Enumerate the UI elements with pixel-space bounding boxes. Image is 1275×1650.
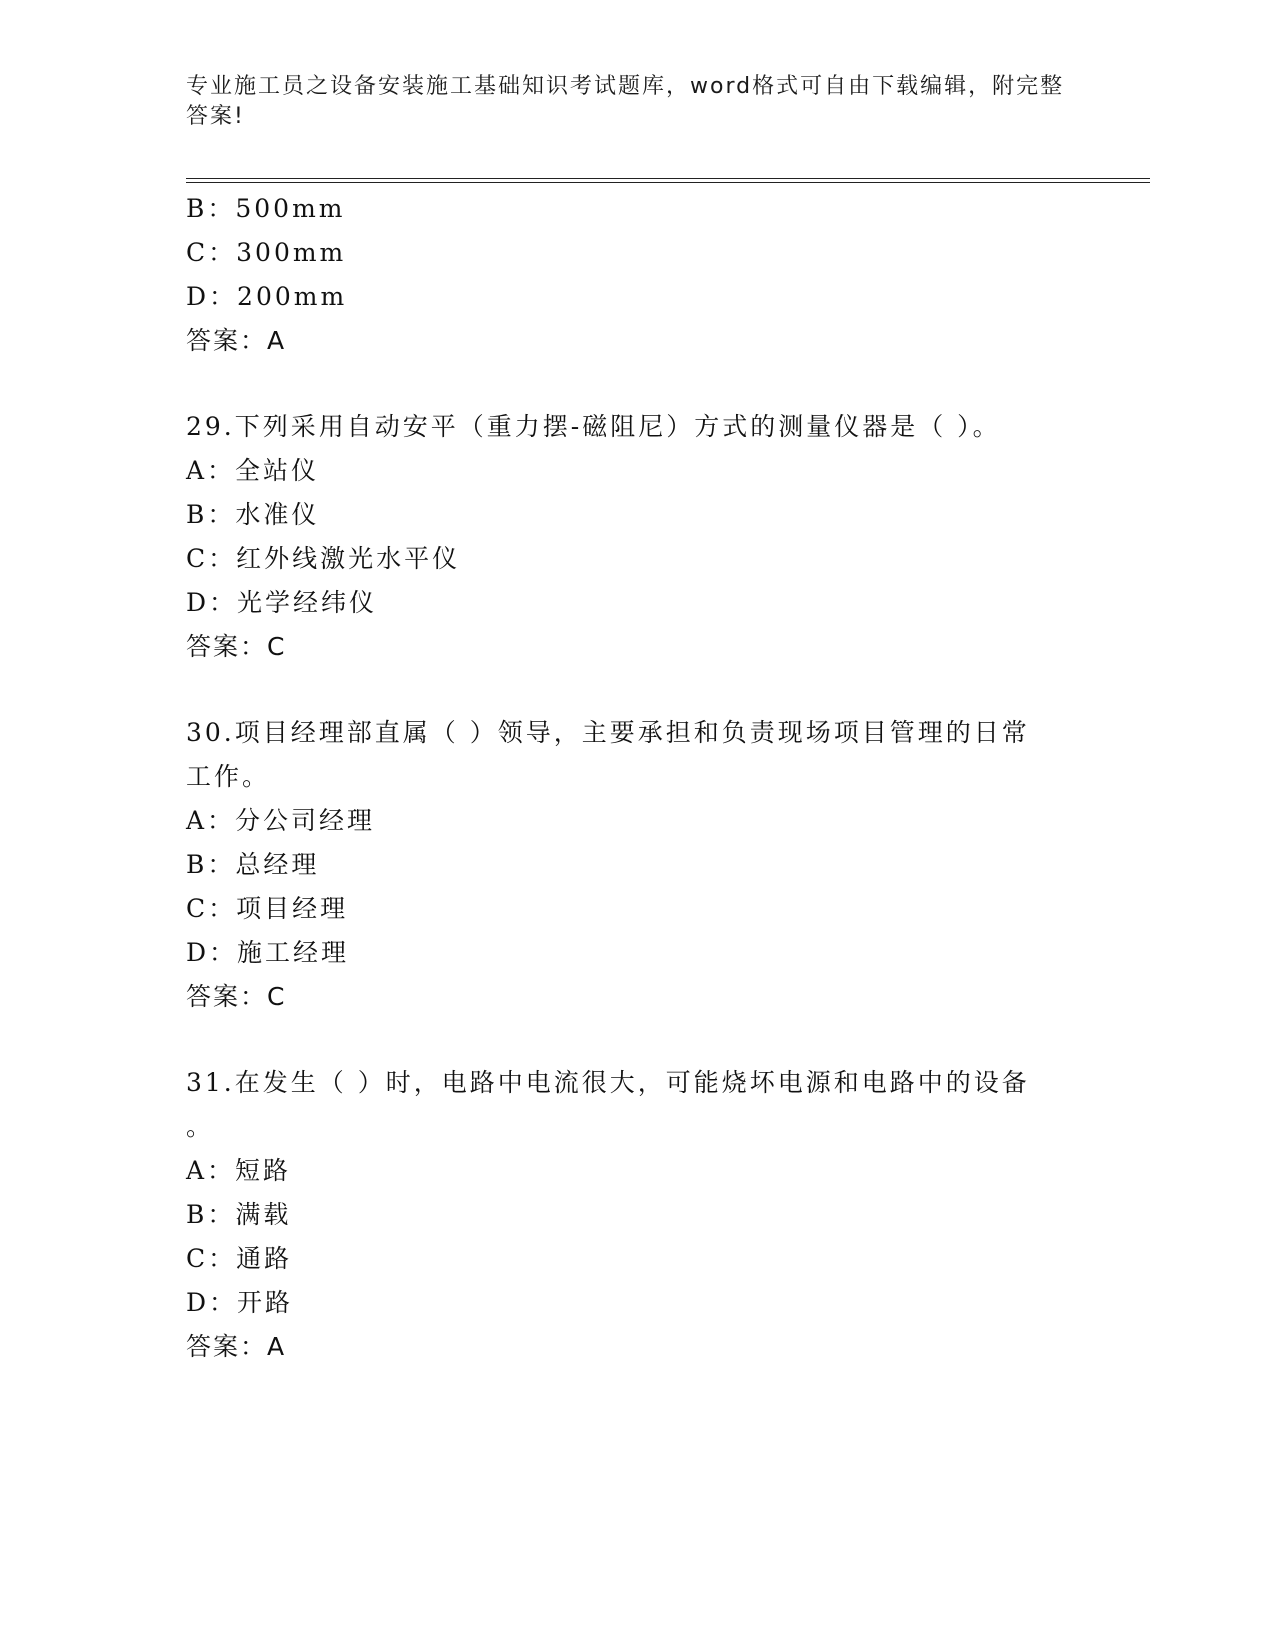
q29-option-b: B：水准仪 — [186, 500, 320, 529]
q31-option-c: C：通路 — [186, 1244, 293, 1273]
q29-option-c: C：红外线激光水平仪 — [186, 544, 461, 573]
q31-answer: 答案：A — [186, 1332, 287, 1361]
q29-option-d: D：光学经纬仪 — [186, 588, 378, 617]
document-header — [186, 72, 1066, 132]
q30-option-a: A：分公司经理 — [186, 806, 376, 835]
prev-answer: 答案：A — [186, 326, 287, 355]
q29-stem: 29.下列采用自动安平（重力摆-磁阻尼）方式的测量仪器是（ ）。 — [186, 412, 1001, 441]
q30-stem-line1: 30.项目经理部直属（ ）领导，主要承担和负责现场项目管理的日常 — [186, 718, 1030, 747]
prev-option-c: C：300mm — [186, 238, 347, 267]
q30-option-b: B：总经理 — [186, 850, 320, 879]
q30-option-c: C：项目经理 — [186, 894, 349, 923]
q31-stem-line2: 。 — [186, 1112, 215, 1141]
q31-option-d: D：开路 — [186, 1288, 294, 1317]
header-divider-top — [186, 178, 1150, 179]
prev-option-d: D：200mm — [186, 282, 348, 311]
header-title: 专业施工员之设备安装施工基础知识考试题库，word格式可自由下载编辑，附完整答案! — [186, 74, 1065, 129]
q30-answer: 答案：C — [186, 982, 287, 1011]
q30-stem-line2: 工作。 — [186, 762, 271, 791]
q30-option-d: D：施工经理 — [186, 938, 350, 967]
header-divider-bottom — [186, 182, 1150, 183]
q29-answer: 答案：C — [186, 632, 287, 661]
q29-option-a: A：全站仪 — [186, 456, 320, 485]
q31-option-b: B：满载 — [186, 1200, 292, 1229]
q31-stem-line1: 31.在发生（ ）时，电路中电流很大，可能烧坏电源和电路中的设备 — [186, 1068, 1030, 1097]
q31-option-a: A：短路 — [186, 1156, 292, 1185]
prev-option-b: B：500mm — [186, 194, 346, 223]
